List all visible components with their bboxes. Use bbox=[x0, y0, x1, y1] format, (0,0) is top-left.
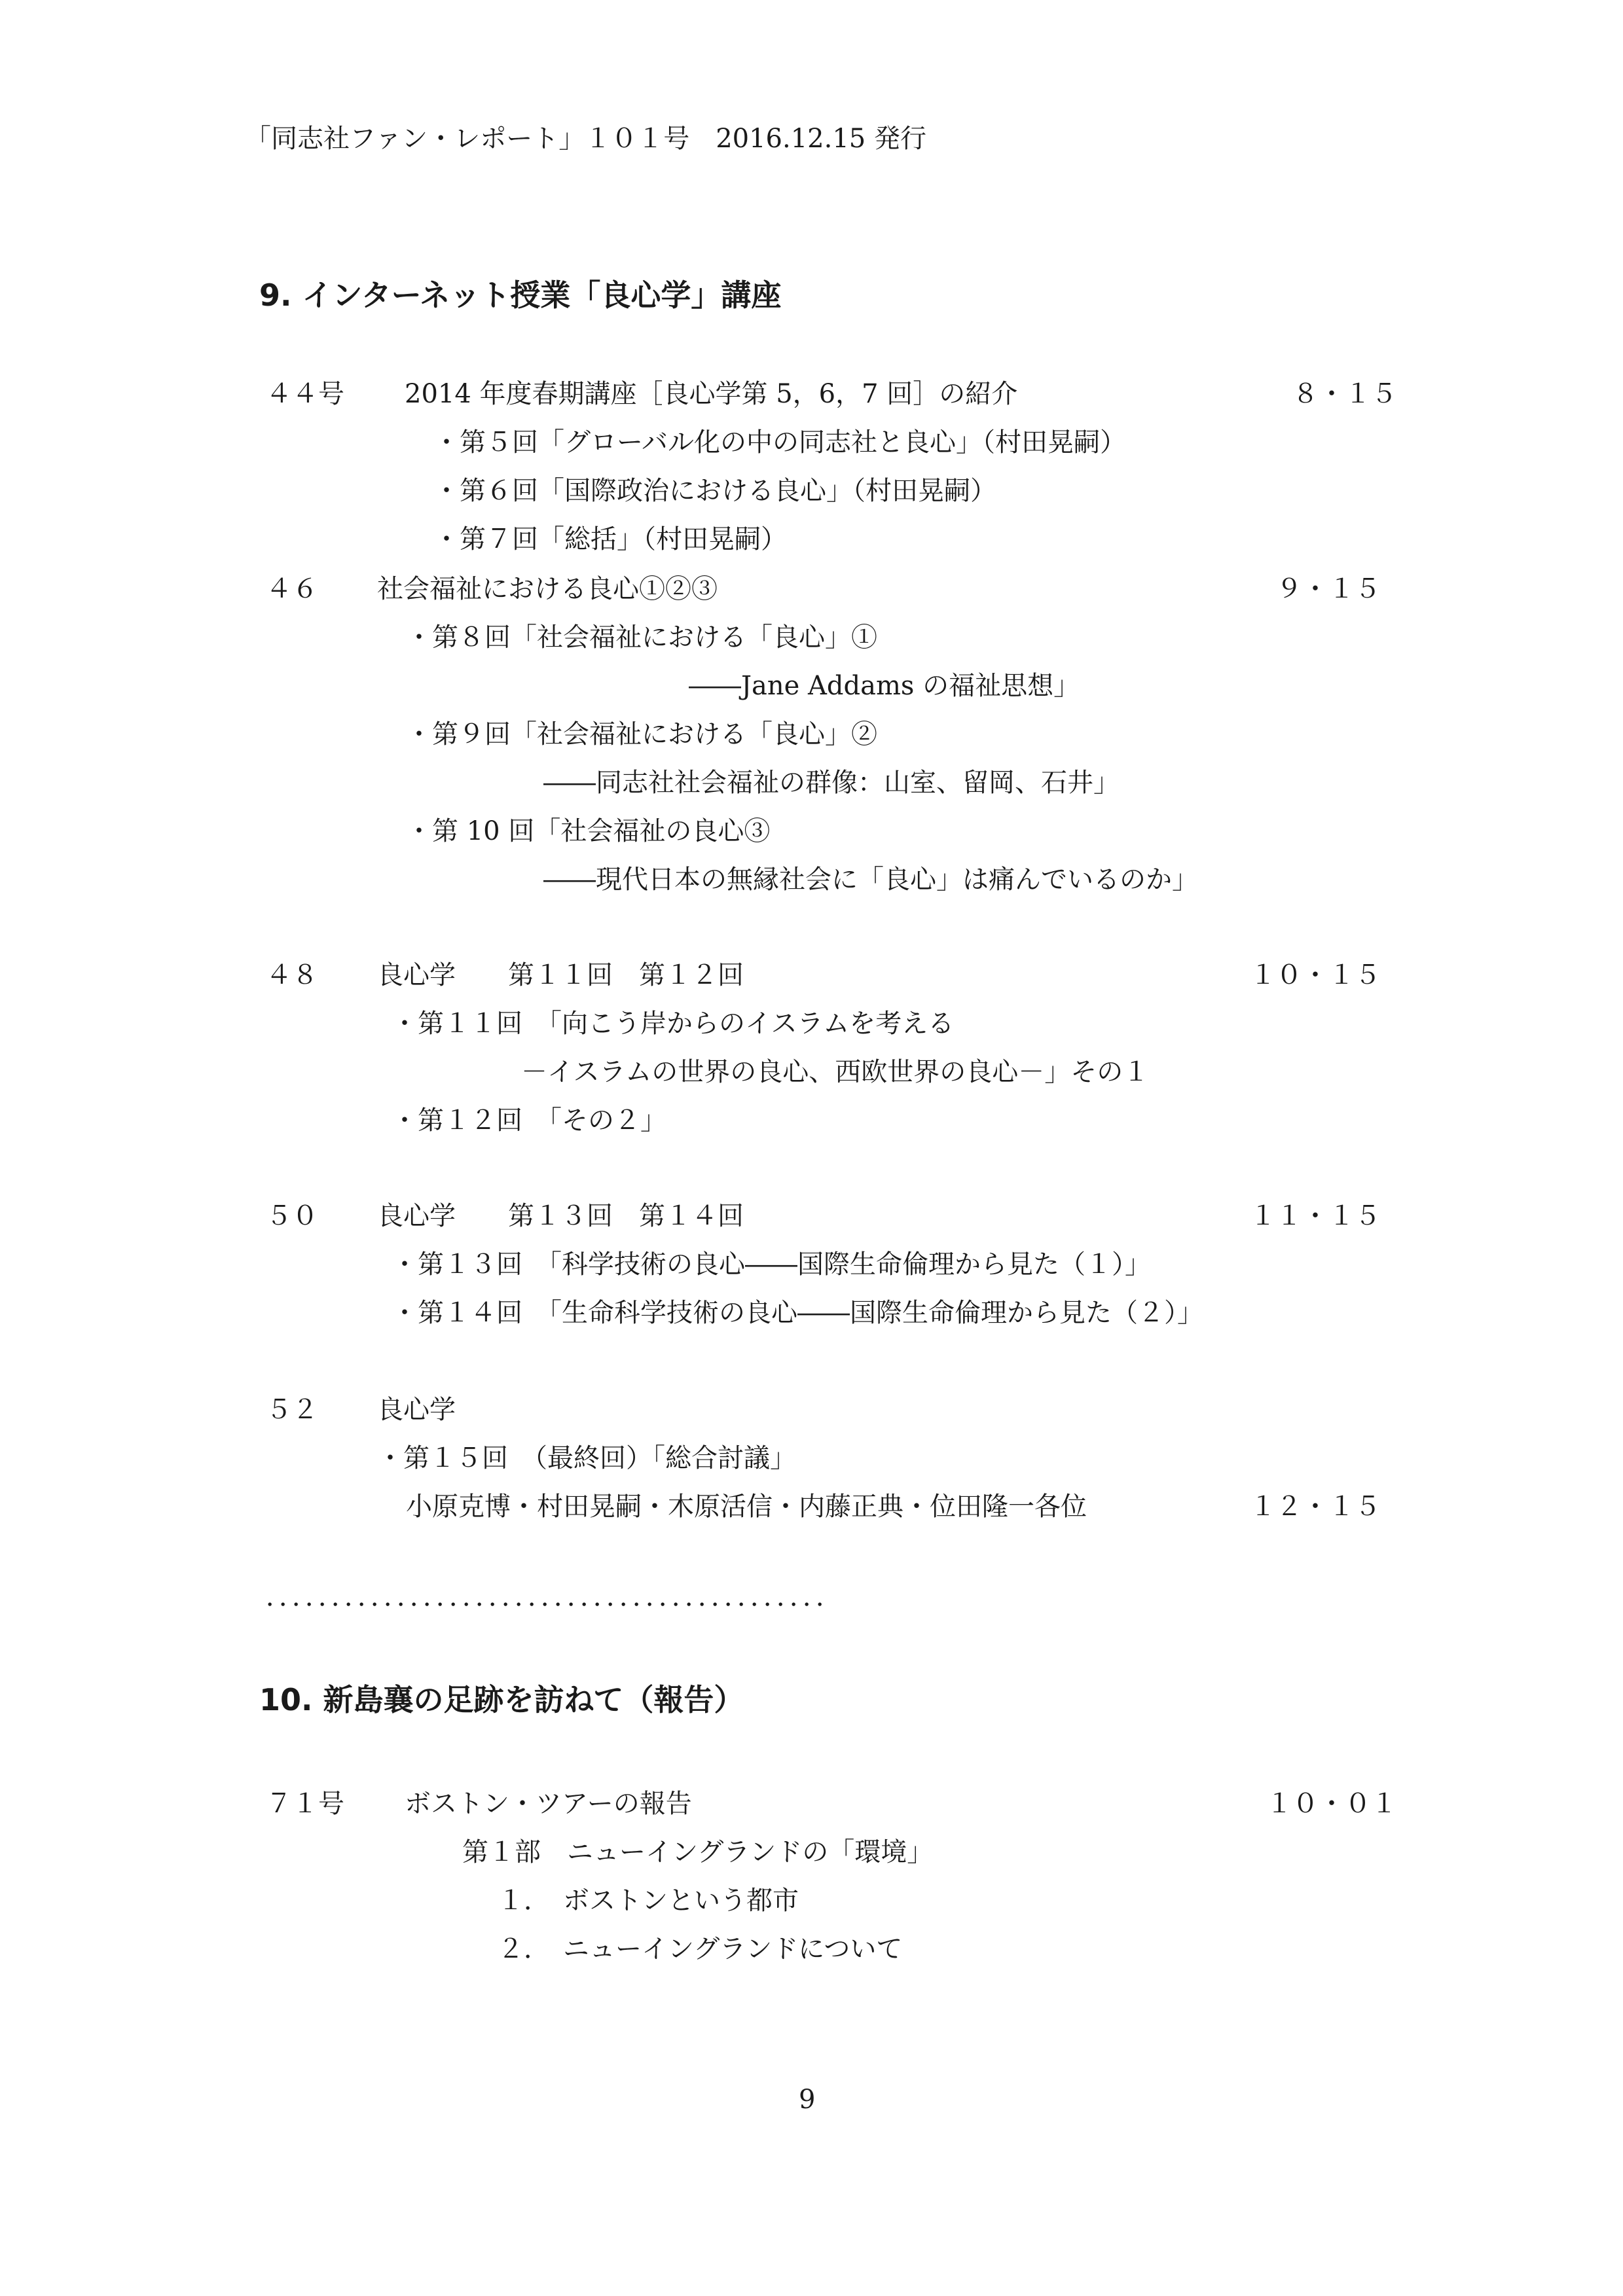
entry-48-item-12: ・第１２回 「その２」 bbox=[392, 1105, 666, 1136]
entry-46-issue: ４６ bbox=[266, 574, 318, 604]
entry-48-item-11: ・第１１回 「向こう岸からのイスラムを考える bbox=[392, 1009, 955, 1039]
entry-71-page: １０・０１ bbox=[1266, 1789, 1397, 1819]
entry-48-item-11-subtitle: －イスラムの世界の良心、西欧世界の良心－」その１ bbox=[521, 1057, 1150, 1087]
entry-50-item-14: ・第１４回 「生命科学技術の良心――国際生命倫理から見た（２）」 bbox=[392, 1298, 1203, 1328]
entry-44-item-6: ・第６回「国際政治における良心」（村田晃嗣） bbox=[433, 476, 996, 506]
entry-50-issue: ５０ bbox=[266, 1201, 318, 1231]
entry-71-part-1: 第１部 ニューイングランドの「環境」 bbox=[462, 1837, 934, 1867]
entry-46-page: ９・１５ bbox=[1276, 574, 1381, 604]
entry-71-issue: ７１号 bbox=[266, 1789, 344, 1819]
entry-44-item-7: ・第７回「総括」（村田晃嗣） bbox=[433, 524, 787, 554]
entry-48-issue: ４８ bbox=[266, 960, 318, 990]
entry-46-item-8-subtitle: ――Jane Addams の福祉思想」 bbox=[689, 671, 1080, 701]
entry-71-sub-2: ２． ニューイングランドについて bbox=[498, 1934, 903, 1964]
entry-50-title: 良心学 第１３回 第１４回 bbox=[377, 1201, 744, 1231]
entry-46-item-8: ・第８回「社会福祉における「良心」① bbox=[406, 622, 877, 653]
entry-71-title: ボストン・ツアーの報告 bbox=[405, 1789, 692, 1819]
entry-50-page: １１・１５ bbox=[1250, 1201, 1381, 1231]
entry-48-title: 良心学 第１１回 第１２回 bbox=[377, 960, 744, 990]
entry-52-issue: ５２ bbox=[266, 1395, 318, 1425]
entry-50-item-13: ・第１３回 「科学技術の良心――国際生命倫理から見た（１）」 bbox=[392, 1249, 1151, 1280]
entry-52-item-15: ・第１５回 （最終回）「総合討議」 bbox=[377, 1443, 796, 1473]
entry-46-title: 社会福祉における良心①②③ bbox=[377, 574, 718, 604]
section-10-heading: 10. 新島襄の足跡を訪ねて（報告） bbox=[259, 1682, 744, 1717]
entry-46-item-10-subtitle: ――現代日本の無縁社会に「良心」は痛んでいるのか」 bbox=[543, 865, 1198, 895]
entry-46-item-10: ・第 10 回「社会福祉の良心③ bbox=[406, 816, 771, 846]
entry-44-title: 2014 年度春期講座［良心学第 5，6，7 回］の紹介 bbox=[405, 379, 1018, 409]
running-header: 「同志社ファン・レポート」１０１号 2016.12.15 発行 bbox=[245, 124, 926, 154]
entry-46-item-9-subtitle: ――同志社社会福祉の群像：山室、留岡、石井」 bbox=[543, 768, 1120, 798]
entry-46-item-9: ・第９回「社会福祉における「良心」② bbox=[406, 719, 877, 749]
dotted-separator: ．．．．．．．．．．．．．．．．．．．．．．．．．．．．．．．．．．．．．．．．．．． bbox=[266, 1584, 842, 1610]
entry-44-item-5: ・第５回「グローバル化の中の同志社と良心」（村田晃嗣） bbox=[433, 427, 1126, 457]
entry-52-title: 良心学 bbox=[377, 1395, 456, 1425]
entry-71-sub-1: １． ボストンという都市 bbox=[498, 1886, 799, 1916]
entry-52-page: １２・１５ bbox=[1250, 1492, 1381, 1522]
entry-44-issue: ４４号 bbox=[266, 379, 344, 409]
entry-48-page: １０・１５ bbox=[1250, 960, 1381, 990]
entry-52-speakers: 小原克博・村田晃嗣・木原活信・内藤正典・位田隆一各位 bbox=[406, 1492, 1087, 1522]
section-9-heading: 9. インターネット授業「良心学」講座 bbox=[259, 278, 782, 313]
page-number: 9 bbox=[799, 2085, 816, 2115]
entry-44-page: ８・１５ bbox=[1292, 379, 1397, 409]
